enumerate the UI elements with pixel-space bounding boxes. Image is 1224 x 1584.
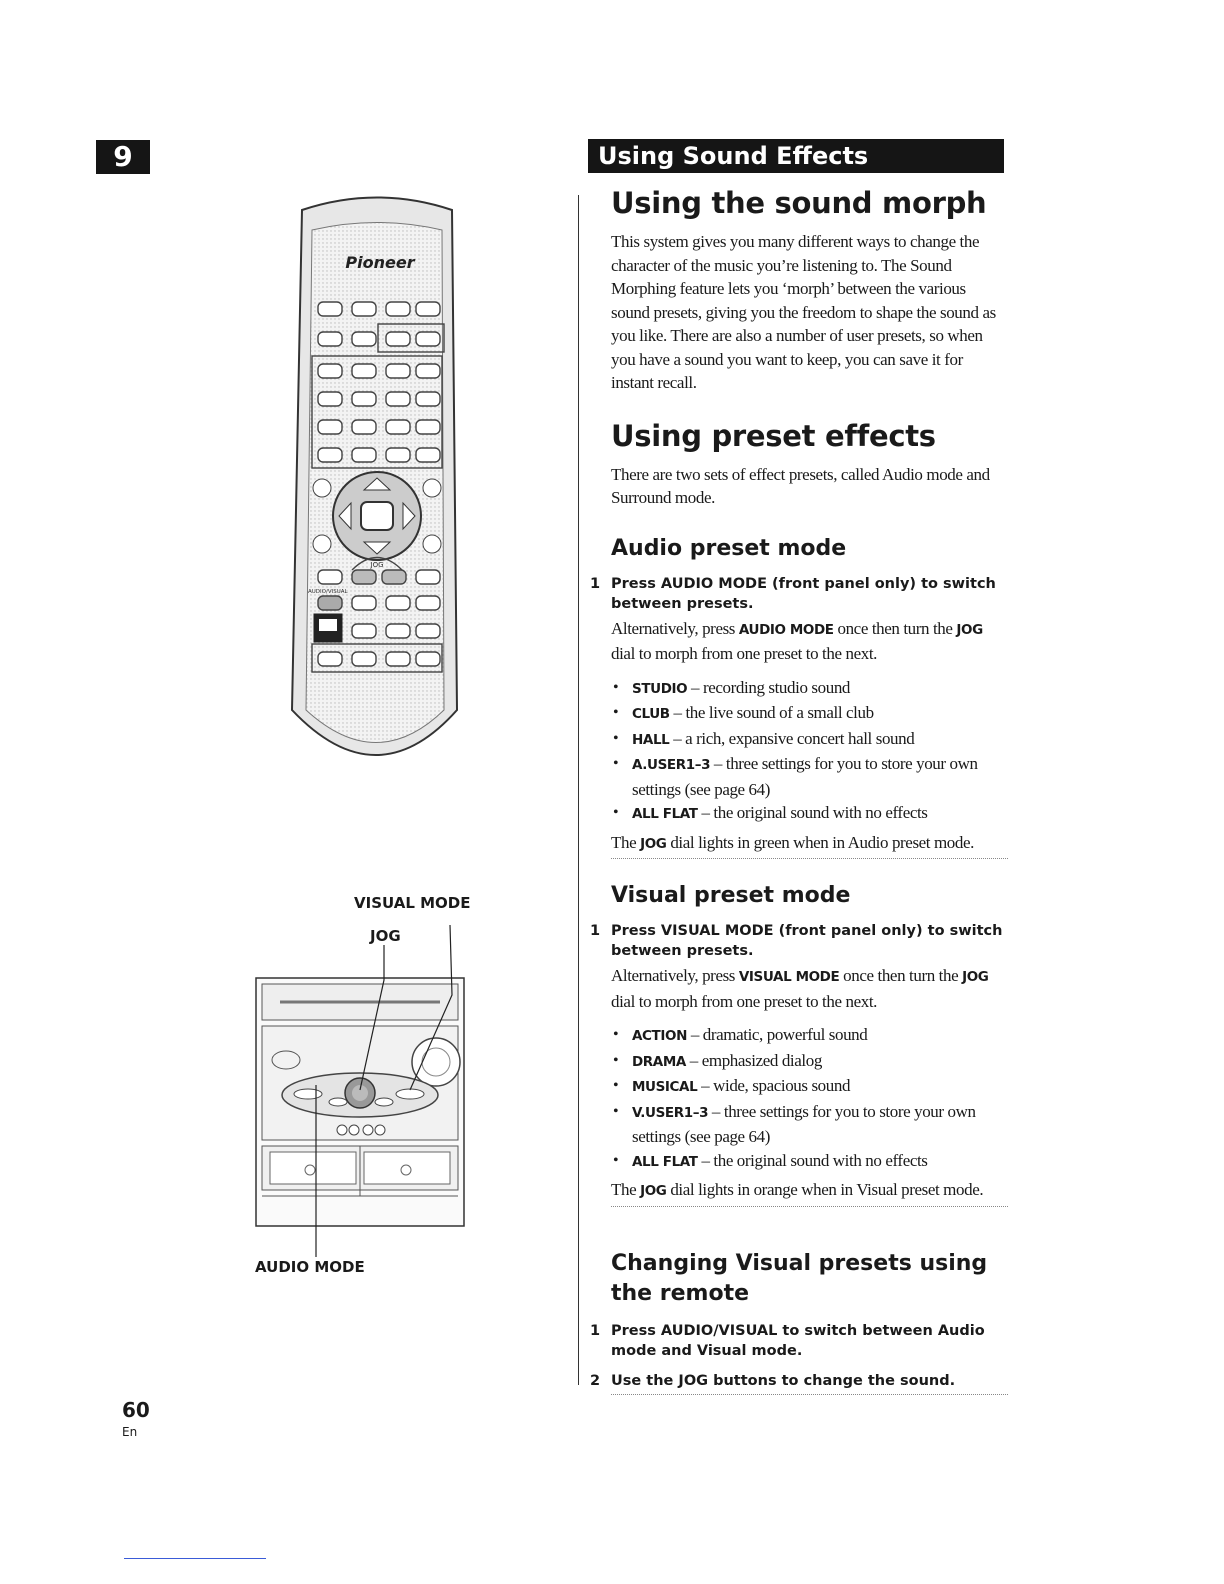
audio-alternative-text: Alternatively, press AUDIO MODE once then turn the JOG dial to morph from one preset to the next.	[611, 618, 983, 663]
heading-visual-preset-mode: Visual preset mode	[611, 883, 851, 908]
chapter-number: 9	[96, 140, 150, 174]
step-text: Press VISUAL MODE (front panel only) to switch between presets.	[611, 923, 1003, 959]
section-banner: Using Sound Effects	[588, 139, 1004, 173]
list-item: • DRAMA – emphasized dialog	[611, 1049, 1008, 1075]
step-text: Use the JOG buttons to change the sound.	[611, 1372, 956, 1389]
heading-sound-morph: Using the sound morph	[611, 186, 987, 220]
step-text: Press AUDIO/VISUAL to switch between Audio mode and Visual mode.	[611, 1322, 985, 1359]
step-number: 2	[590, 1372, 601, 1389]
list-item: • ACTION – dramatic, powerful sound	[611, 1023, 1008, 1049]
bottom-rule	[124, 1558, 266, 1559]
page-language: En	[122, 1425, 138, 1439]
remote-audio-visual-label: AUDIO/VISUAL	[308, 589, 348, 595]
paragraph-preset-effects: There are two sets of effect presets, called Audio mode and Surround mode.	[611, 464, 990, 507]
paragraph-sound-morph: This system gives you many different ways to change the character of the music you’re listening to. The Sound Morphing feature lets you ‘morph’ between the various sound presets, giving you the freedom to shape the sound as you like. There are also a number of user presets, so when you have a sound you want to keep, you can save it for instant recall.	[611, 232, 996, 392]
remote-brand-logo: Pioneer	[345, 253, 415, 272]
list-item: • STUDIO – recording studio sound	[611, 676, 1008, 702]
audio-step-1	[590, 574, 1008, 614]
visual-jog-note: The JOG dial lights in orange when in Visual preset mode.	[611, 1180, 984, 1199]
page-number: 60	[122, 1398, 150, 1422]
audio-jog-note: The JOG dial lights in green when in Audio preset mode.	[611, 832, 975, 852]
list-item: • A.USER1–3 – three settings for you to store your own settings (see page 64)	[611, 752, 1008, 801]
remote-control-illustration	[282, 190, 472, 780]
list-item: • MUSICAL – wide, spacious sound	[611, 1074, 1008, 1100]
visual-step-1	[590, 921, 1008, 961]
divider	[611, 1394, 1008, 1395]
callout-jog: JOG	[370, 927, 401, 945]
remote-step-2	[590, 1371, 1008, 1391]
list-item: • CLUB – the live sound of a small club	[611, 701, 1008, 727]
audio-preset-list	[611, 676, 1008, 827]
list-item: • ALL FLAT – the original sound with no effects	[611, 1149, 1008, 1175]
heading-changing-visual-presets: Changing Visual presets using the remote	[611, 1250, 988, 1306]
list-item: • HALL – a rich, expansive concert hall sound	[611, 727, 1008, 753]
list-item: • ALL FLAT – the original sound with no effects	[611, 801, 1008, 827]
list-item: • V.USER1–3 – three settings for you to store your own settings (see page 64)	[611, 1100, 1008, 1149]
divider	[611, 858, 1008, 859]
callout-leader-lines	[300, 905, 470, 1265]
step-number: 1	[590, 575, 601, 592]
divider	[611, 1206, 1008, 1207]
main-text-column	[590, 186, 1008, 1395]
visual-alternative-text: Alternatively, press VISUAL MODE once then turn the JOG dial to morph from one preset to the next.	[611, 966, 989, 1011]
callout-visual-mode: VISUAL MODE	[354, 894, 471, 912]
remote-step-1	[590, 1321, 1008, 1361]
column-divider	[578, 195, 579, 1385]
step-text: Press AUDIO MODE (front panel only) to switch between presets.	[611, 575, 996, 612]
heading-audio-preset-mode: Audio preset mode	[611, 535, 847, 561]
heading-preset-effects: Using preset effects	[611, 418, 936, 453]
visual-preset-list	[611, 1023, 1008, 1174]
step-number: 1	[590, 923, 601, 939]
step-number: 1	[590, 1322, 601, 1339]
remote-jog-label: JOG	[370, 561, 384, 569]
callout-audio-mode: AUDIO MODE	[255, 1258, 365, 1276]
